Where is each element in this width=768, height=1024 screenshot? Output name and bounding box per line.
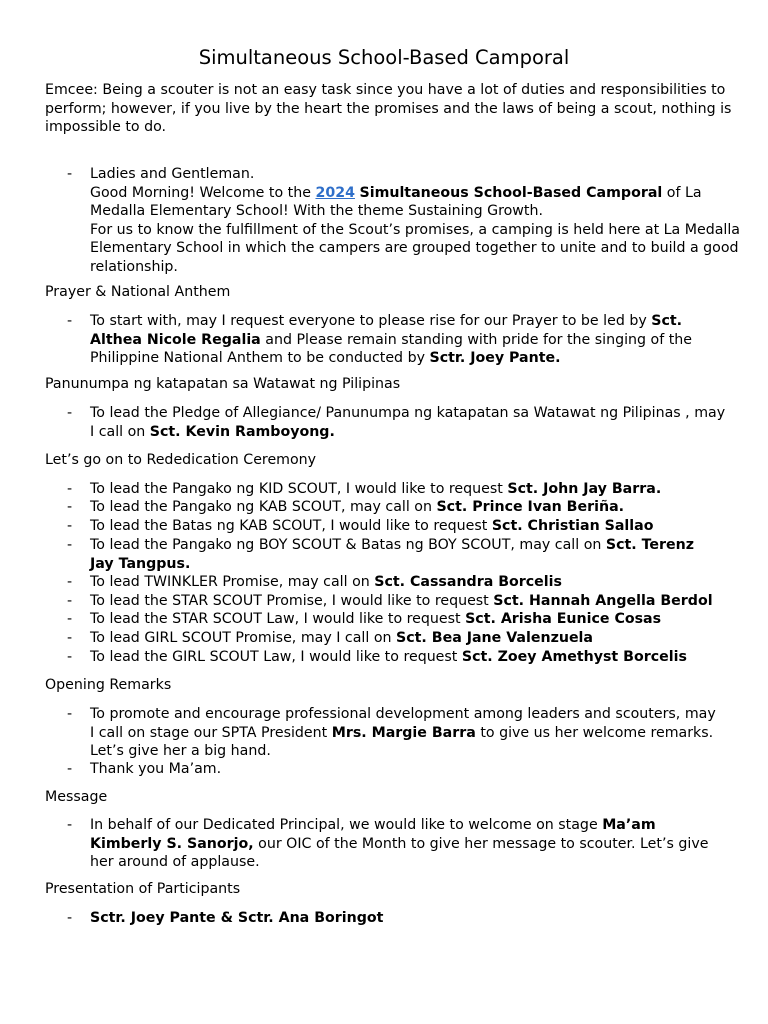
document-title: Simultaneous School-Based Camporal <box>198 46 570 69</box>
bullet-dash: - <box>67 574 73 590</box>
welcome-paragraph <box>90 184 740 221</box>
intro-paragraph: Emcee: Being a scouter is not an easy task since you have a lot of duties and responsibilities to perform; however, if you live by the heart the promises and the laws of being a scout, nothing is impossible to do. <box>45 82 732 136</box>
item-text: To lead the GIRL SCOUT Law, I would like to request <box>90 649 462 665</box>
welcome-text: Good Morning! Welcome to the <box>90 184 316 201</box>
item-name: Sct. Zoey Amethyst Borcelis <box>461 649 687 665</box>
prayer-item <box>90 312 730 368</box>
item-name: Sct. Terenz Jay Tangpus. <box>90 537 695 572</box>
bullet-dash: - <box>67 761 73 777</box>
anthem-conductor: Sctr. Joey Pante. <box>429 350 561 367</box>
prayer-heading: Prayer & National Anthem <box>45 284 231 300</box>
opening-heading: Opening Remarks <box>45 677 172 693</box>
rededication-item <box>90 517 740 536</box>
welcome-greeting: Ladies and Gentleman. <box>90 166 255 182</box>
prayer-leader: Sct. Althea Nicole Regalia <box>90 313 683 348</box>
bullet-dash: - <box>67 593 73 609</box>
item-name: Sct. Prince Ivan Beriña. <box>436 499 625 515</box>
bullet-dash: - <box>67 649 73 665</box>
bullet-dash: - <box>67 313 73 329</box>
pledge-item <box>90 404 730 441</box>
participant-names: Sctr. Joey Pante & Sctr. Ana Boringot <box>90 910 384 926</box>
opening-item <box>90 705 720 761</box>
bullet-dash: - <box>67 611 73 627</box>
item-name: Sct. Hannah Angella Berdol <box>493 593 713 609</box>
item-text: To lead the STAR SCOUT Law, I would like to request <box>90 611 466 627</box>
bullet-dash: - <box>67 166 73 182</box>
presentation-item <box>90 909 740 928</box>
bullet-dash: - <box>67 630 73 646</box>
bullet-dash: - <box>67 518 73 534</box>
bullet-dash: - <box>67 910 73 926</box>
bullet-dash: - <box>67 405 73 421</box>
pledge-text: To lead the Pledge of Allegiance/ Panunumpa ng katapatan sa Watawat ng Pilipinas , may I call on <box>90 405 726 440</box>
message-item <box>90 816 730 872</box>
pledge-leader: Sct. Kevin Ramboyong. <box>149 423 335 440</box>
item-text: To lead the Pangako ng BOY SCOUT & Batas ng BOY SCOUT, may call on <box>90 537 606 553</box>
rededication-item <box>90 498 740 517</box>
oic-name: Ma’am Kimberly S. Sanorjo, <box>90 817 656 852</box>
rededication-item <box>90 592 740 611</box>
welcome-block <box>90 165 740 277</box>
bullet-dash: - <box>67 537 73 553</box>
rededication-item <box>90 648 740 667</box>
bullet-dash: - <box>67 817 73 833</box>
presentation-heading: Presentation of Participants <box>45 881 241 897</box>
year-link[interactable]: 2024 <box>315 184 355 201</box>
event-name: Simultaneous School-Based Camporal <box>359 184 663 201</box>
pledge-heading: Panunumpa ng katapatan sa Watawat ng Pilipinas <box>45 376 401 392</box>
rededication-item <box>90 536 720 573</box>
bullet-dash: - <box>67 481 73 497</box>
bullet-dash: - <box>67 499 73 515</box>
item-name: Sct. John Jay Barra. <box>507 481 662 497</box>
anthem-text: and Please remain standing with pride for the singing of the Philippine National Anthem to be conducted by <box>90 331 693 367</box>
item-text: To lead the Pangako ng KAB SCOUT, may call on <box>90 499 437 515</box>
welcome-purpose: For us to know the fulfillment of the Scout’s promises, a camping is held here at La Medalla Elementary School in which the campers are grouped together to unite and to build a good relationship. <box>90 221 741 275</box>
rededication-heading: Let’s go on to Rededication Ceremony <box>45 452 317 468</box>
rededication-item <box>90 480 740 499</box>
prayer-text: To start with, may I request everyone to please rise for our Prayer to be led by <box>90 313 652 329</box>
item-name: Sct. Arisha Eunice Cosas <box>465 611 662 627</box>
bullet-dash: - <box>67 706 73 722</box>
opening-text-end: to give us her welcome remarks. Let’s give her a big hand. <box>90 724 714 760</box>
message-text-end: our OIC of the Month to give her message to scouter. Let’s give her around of applause. <box>90 835 709 871</box>
rededication-item <box>90 573 740 592</box>
welcome-text-end: of La Medalla Elementary School! With the theme Sustaining Growth. <box>90 184 702 220</box>
rededication-item <box>90 629 740 648</box>
spta-president: Mrs. Margie Barra <box>331 724 476 741</box>
opening-text: To promote and encourage professional development among leaders and scouters, may I call on stage our SPTA President <box>90 706 716 741</box>
rededication-item <box>90 610 740 629</box>
thanks-item: Thank you Ma’am. <box>90 761 222 777</box>
item-name: Sct. Cassandra Borcelis <box>374 574 562 590</box>
item-text: To lead the Pangako ng KID SCOUT, I would like to request <box>90 481 508 497</box>
item-text: To lead the STAR SCOUT Promise, I would like to request <box>90 593 494 609</box>
item-text: To lead TWINKLER Promise, may call on <box>90 574 375 590</box>
item-name: Sct. Christian Sallao <box>491 518 654 534</box>
item-name: Sct. Bea Jane Valenzuela <box>396 630 593 646</box>
item-text: To lead the Batas ng KAB SCOUT, I would like to request <box>90 518 492 534</box>
message-text: In behalf of our Dedicated Principal, we would like to welcome on stage <box>90 817 603 833</box>
message-heading: Message <box>45 789 108 805</box>
item-text: To lead GIRL SCOUT Promise, may I call on <box>90 630 397 646</box>
